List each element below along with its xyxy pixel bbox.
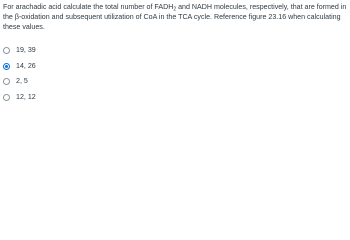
subscript-2: 2: [173, 6, 177, 13]
radio-button-1[interactable]: [3, 47, 10, 54]
radio-button-2-selected[interactable]: [3, 63, 10, 70]
answer-list: [3, 43, 303, 105]
radio-button-3[interactable]: [3, 78, 10, 85]
answer-option-4[interactable]: [3, 90, 303, 106]
answer-option-3[interactable]: [3, 74, 303, 90]
radio-button-4[interactable]: [3, 94, 10, 101]
answer-label-3: 2, 5: [16, 77, 28, 86]
question-text-end: and NADH molecules, respectively, that are formed in the β-oxidation and subsequent utilization of CoA in the TCA cycle. Reference figure 23.16 when calculating these values.: [3, 3, 347, 32]
answer-option-1[interactable]: [3, 43, 303, 59]
answer-label-1: 19, 39: [16, 46, 36, 55]
question-text-start: For arachadic acid calculate the total number of FADH: [3, 3, 174, 11]
question-text: [3, 2, 347, 33]
answer-label-4: 12, 12: [16, 92, 36, 101]
answer-option-2[interactable]: [3, 59, 303, 75]
answer-label-2: 14, 26: [16, 61, 36, 70]
